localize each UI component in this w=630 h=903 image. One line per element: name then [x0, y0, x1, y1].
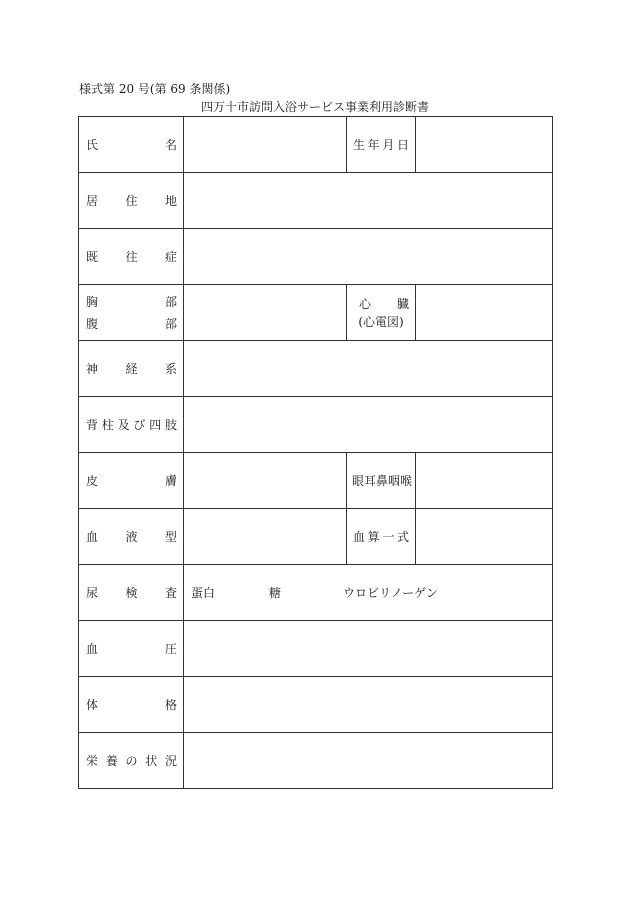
row-urine [79, 565, 553, 621]
row-skin [79, 453, 553, 509]
row-nervous [79, 341, 553, 397]
row-chest-abdomen [79, 285, 553, 341]
row-blood-pressure [79, 621, 553, 677]
field-nervous[interactable] [184, 341, 553, 397]
field-name[interactable] [184, 117, 347, 173]
label-blood-type: 血 液 型 [79, 509, 184, 565]
field-blood-count[interactable] [416, 509, 553, 565]
urine-sugar-label: 糖 [269, 585, 282, 600]
label-residence: 居 住 地 [79, 173, 184, 229]
row-physique [79, 677, 553, 733]
label-heart: 心 臓 (心電図) [347, 285, 416, 341]
row-spine [79, 397, 553, 453]
field-urine[interactable] [184, 565, 553, 621]
row-blood-type [79, 509, 553, 565]
field-blood-type[interactable] [184, 509, 347, 565]
field-skin[interactable] [184, 453, 347, 509]
field-history[interactable] [184, 229, 553, 285]
label-nervous: 神 経 系 [79, 341, 184, 397]
row-nutrition [79, 733, 553, 789]
urine-urobilinogen-label: ウロビリノーゲン [343, 585, 438, 600]
field-ent[interactable] [416, 453, 553, 509]
form-number: 様式第 20 号(第 69 条関係) [79, 82, 231, 96]
field-chest-abdomen[interactable] [184, 285, 347, 341]
label-history: 既 往 症 [79, 229, 184, 285]
label-chest-abdomen: 胸 部 腹 部 [79, 285, 184, 341]
field-heart[interactable] [416, 285, 553, 341]
label-physique: 体 格 [79, 677, 184, 733]
row-name [79, 117, 553, 173]
label-urine: 尿 検 査 [79, 565, 184, 621]
document-title: 四万十市訪問入浴サービス事業利用診断書 [200, 100, 429, 114]
row-residence [79, 173, 553, 229]
diagnosis-form-table [78, 116, 553, 789]
label-name: 氏 名 [79, 117, 184, 173]
field-residence[interactable] [184, 173, 553, 229]
label-blood-pressure: 血 圧 [79, 621, 184, 677]
row-history [79, 229, 553, 285]
field-birthdate[interactable] [416, 117, 553, 173]
field-spine[interactable] [184, 397, 553, 453]
label-skin: 皮 膚 [79, 453, 184, 509]
label-birthdate: 生 年 月 日 [347, 117, 416, 173]
field-nutrition[interactable] [184, 733, 553, 789]
urine-protein-label: 蛋白 [191, 585, 216, 600]
label-nutrition: 栄 養 の 状 況 [79, 733, 184, 789]
label-ent: 眼 耳 鼻 咽 喉 [347, 453, 416, 509]
label-spine: 背 柱 及 び 四 肢 [79, 397, 184, 453]
field-physique[interactable] [184, 677, 553, 733]
label-blood-count: 血 算 一 式 [347, 509, 416, 565]
heart-note: (心電図) [358, 314, 404, 329]
field-blood-pressure[interactable] [184, 621, 553, 677]
